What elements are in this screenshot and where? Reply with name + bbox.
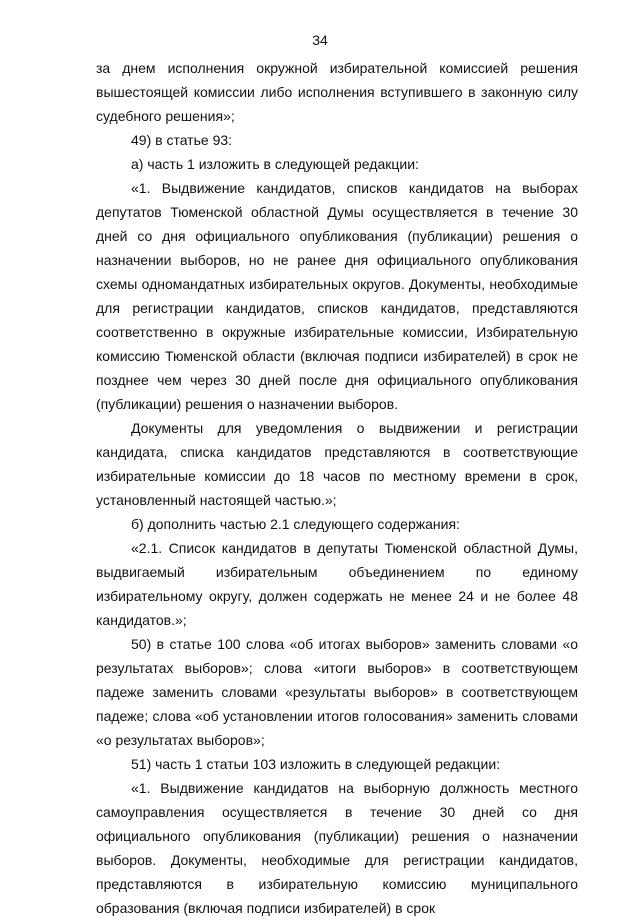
document-body bbox=[96, 56, 578, 920]
paragraph-item-49: 49) в статье 93: bbox=[131, 132, 233, 148]
paragraph-part-1-article-103: «1. Выдвижение кандидатов на выборную должность местного самоуправления осуществляется в течение 30 дней со дня официального опубликования (публикации) решения о назначении выборов. Документы, необходимые для регистрации кандидатов, представляются в избирательную комиссию муниципального образования (включая подписи избирателей) в срок bbox=[96, 780, 578, 916]
paragraph-subitem-b: б) дополнить частью 2.1 следующего содержания: bbox=[131, 516, 460, 532]
paragraph-part-1-text: «1. Выдвижение кандидатов, списков кандидатов на выборах депутатов Тюменской областной Думы осуществляется в течение 30 дней со дня официального опубликования (публикации) решения о назначении выборов, но не ранее дня официального опубликования схемы одномандатных избирательных округов. Документы, необходимые для регистрации кандидатов, списков кандидатов, представляются соответственно в окружные избирательные комиссии, Избирательную комиссию Тюменской области (включая подписи избирателей) в срок не позднее чем через 30 дней после дня официального опубликования (публикации) решения о назначении выборов. bbox=[96, 180, 578, 412]
paragraph-subitem-a: а) часть 1 изложить в следующей редакции: bbox=[131, 156, 419, 172]
paragraph-continuation: за днем исполнения окружной избирательной комиссией решения вышестоящей комиссии либо исполнения вступившего в законную силу судебного решения»; bbox=[96, 60, 578, 124]
paragraph-part-2-1-text: «2.1. Список кандидатов в депутаты Тюменской областной Думы, выдвигаемый избирательным объединением по единому избирательному округу, должен содержать не менее 24 и не более 48 кандидатов.»; bbox=[96, 540, 578, 628]
page-number: 34 bbox=[312, 32, 328, 48]
paragraph-item-51: 51) часть 1 статьи 103 изложить в следующей редакции: bbox=[131, 756, 501, 772]
paragraph-item-50: 50) в статье 100 слова «об итогах выборов» заменить словами «о результатах выборов»; слова «итоги выборов» в соответствующем падеже заменить словами «результаты выборов» в соответствующем падеже; слова «об установлении итогов голосования» заменить словами «о результатах выборов»; bbox=[96, 636, 578, 748]
paragraph-notification-documents: Документы для уведомления о выдвижении и регистрации кандидата, списка кандидатов представляются в соответствующие избирательные комиссии до 18 часов по местному времени в срок, установленный настоящей частью.»; bbox=[96, 420, 578, 508]
